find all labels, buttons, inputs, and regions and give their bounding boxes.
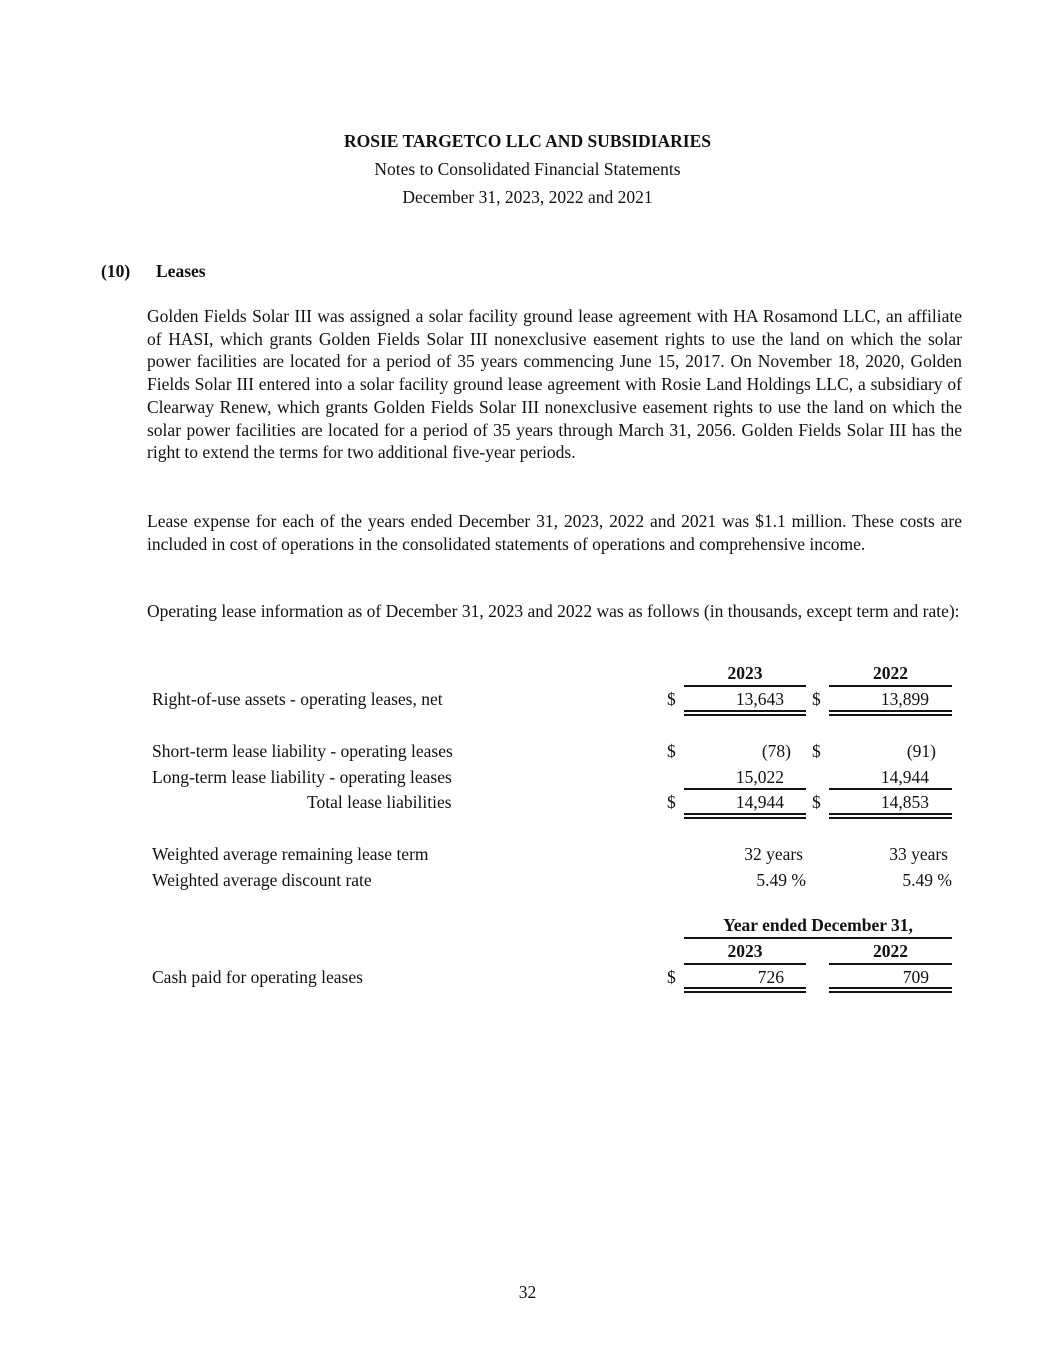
value-2023: (78)	[761, 741, 791, 761]
column-header-2023: 2023	[727, 663, 763, 683]
paragraph-lease-expense: Lease expense for each of the years ended December 31, 2023, 2022 and 2021 was $1.1 million. These costs are included in cost of operations in the consolidated statements of operations and comprehensive income.	[147, 511, 962, 554]
page-number: 32	[518, 1282, 537, 1302]
statement-subtitle: Notes to Consolidated Financial Statements	[374, 159, 681, 179]
currency-symbol: $	[667, 741, 676, 761]
double-underline	[684, 710, 806, 716]
value-2022: 709	[902, 967, 929, 987]
value-2023: 5.49 %	[756, 870, 806, 890]
double-underline	[829, 987, 952, 993]
company-name: ROSIE TARGETCO LLC AND SUBSIDIARIES	[344, 131, 711, 151]
subtotal-rule	[829, 788, 952, 790]
row-label: Right-of-use assets - operating leases, net	[152, 689, 443, 709]
currency-symbol: $	[812, 792, 821, 812]
double-underline	[684, 813, 806, 819]
row-label: Cash paid for operating leases	[152, 967, 363, 987]
value-2022: 33 years	[889, 844, 948, 864]
paragraph-lease-agreements: Golden Fields Solar III was assigned a solar facility ground lease agreement with HA Rosamond LLC, an affiliate of HASI, which grants Golden Fields Solar III nonexclusive easement rights to use the land on which the solar power facilities are located for a period of 35 years commencing June 15, 2017. On November 18, 2020, Golden Fields Solar III entered into a solar facility ground lease agreement with Rosie Land Holdings LLC, a subsidiary of Clearway Renew, which grants Golden Fields Solar III nonexclusive easement rights to use the land on which the solar power facilities are located for a period of 35 years through March 31, 2056. Golden Fields Solar III has the right to extend the terms for two additional five-year periods.	[147, 306, 962, 463]
currency-symbol: $	[812, 741, 821, 761]
double-underline	[684, 987, 806, 993]
currency-symbol: $	[667, 792, 676, 812]
row-label: Weighted average remaining lease term	[152, 844, 429, 864]
currency-symbol: $	[667, 967, 676, 987]
group-header: Year ended December 31,	[723, 915, 913, 935]
row-label: Weighted average discount rate	[152, 870, 372, 890]
section-number: (10)	[101, 261, 131, 281]
column-header-2023: 2023	[727, 941, 763, 961]
paragraph-table-intro: Operating lease information as of December 31, 2023 and 2022 was as follows (in thousands, except term and rate):	[147, 601, 960, 621]
section-heading	[101, 261, 206, 282]
header-rule	[684, 685, 806, 687]
value-2023: 14,944	[735, 792, 784, 812]
section-title: Leases	[156, 261, 206, 281]
value-2022: 5.49 %	[902, 870, 952, 890]
column-header-2022: 2022	[873, 941, 908, 961]
row-label: Short-term lease liability - operating leases	[152, 741, 453, 761]
value-2023: 15,022	[735, 767, 784, 787]
value-2022: 14,944	[880, 767, 929, 787]
value-2023: 32 years	[744, 844, 803, 864]
row-label-total: Total lease liabilities	[307, 792, 452, 812]
row-label: Long-term lease liability - operating leases	[152, 767, 452, 787]
currency-symbol: $	[812, 689, 821, 709]
double-underline	[829, 813, 952, 819]
double-underline	[829, 710, 952, 716]
subtotal-rule	[684, 788, 806, 790]
value-2023: 13,643	[735, 689, 784, 709]
group-header-rule	[684, 937, 952, 939]
header-rule	[829, 963, 952, 965]
value-2022: 14,853	[880, 792, 929, 812]
value-2022: (91)	[906, 741, 936, 761]
column-header-2022: 2022	[873, 663, 908, 683]
currency-symbol: $	[667, 689, 676, 709]
header-rule	[829, 685, 952, 687]
header-rule	[684, 963, 806, 965]
statement-date: December 31, 2023, 2022 and 2021	[402, 187, 653, 207]
value-2022: 13,899	[880, 689, 929, 709]
value-2023: 726	[757, 967, 784, 987]
